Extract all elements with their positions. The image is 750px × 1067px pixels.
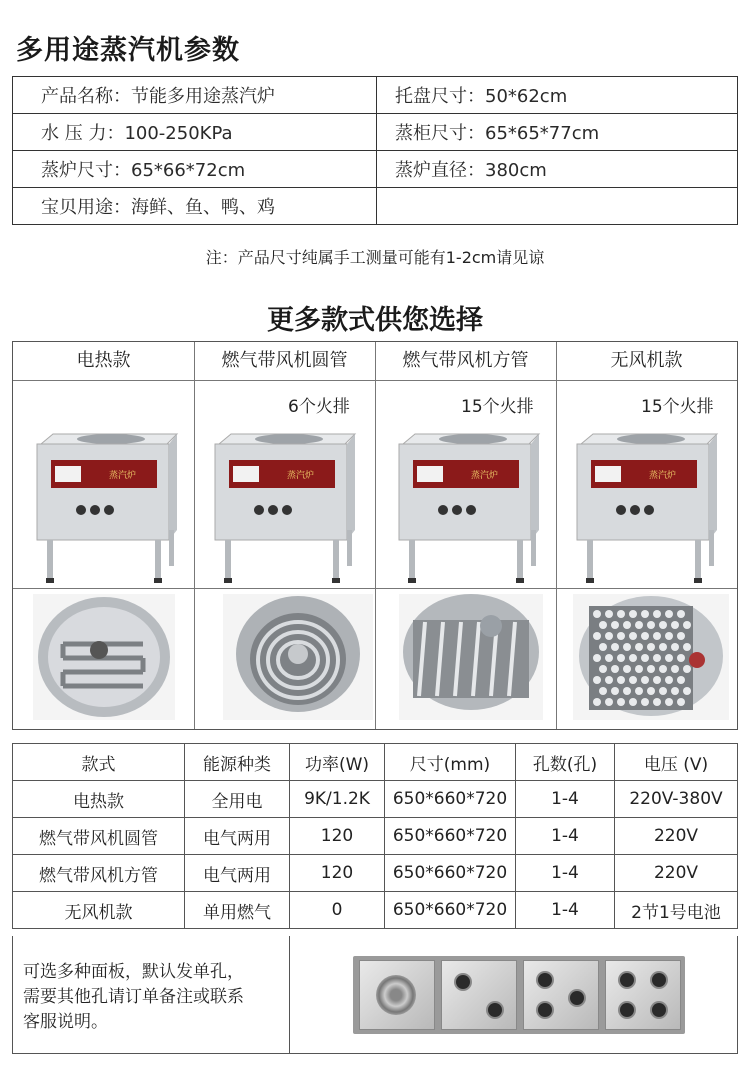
spec-cell: 220V-380V <box>615 781 738 818</box>
interior-image-no-fan <box>573 594 729 720</box>
spec-cell: 120 <box>290 818 385 855</box>
spec-cell: 1-4 <box>516 855 615 892</box>
spec-cell: 全用电 <box>185 781 290 818</box>
spec-cell: 650*660*720 <box>385 855 516 892</box>
param-size: 蒸炉尺寸：65*66*72cm <box>13 151 377 188</box>
spec-cell: 220V <box>615 855 738 892</box>
param-usage: 宝贝用途：海鲜、鱼、鸭、鸡 <box>13 188 377 225</box>
note-text: 注：产品尺寸纯属手工测量可能有1-2cm请见谅 <box>205 248 545 267</box>
spec-header: 尺寸(mm) <box>385 744 516 781</box>
fire-count-no-fan: 15个火排 <box>641 397 714 417</box>
panel-two-holes <box>441 960 517 1030</box>
model-grid <box>12 341 738 730</box>
spec-cell: 电气两用 <box>185 855 290 892</box>
spec-cell: 120 <box>290 855 385 892</box>
spec-cell: 650*660*720 <box>385 892 516 929</box>
param-tray: 托盘尺寸：50*62cm <box>377 77 738 114</box>
fire-count-gas-square: 15个火排 <box>461 397 534 417</box>
spec-table <box>12 743 738 929</box>
spec-header: 功率(W) <box>290 744 385 781</box>
spec-row <box>13 818 738 855</box>
param-empty <box>377 188 738 225</box>
spec-cell: 650*660*720 <box>385 781 516 818</box>
panel-options-line: 可选多种面板，默认发单孔， <box>23 962 244 982</box>
model-name-gas-round: 燃气带风机圆管 <box>221 350 348 371</box>
spec-header: 能源种类 <box>185 744 290 781</box>
spec-cell: 电气两用 <box>185 818 290 855</box>
spec-header: 孔数(孔) <box>516 744 615 781</box>
panel-options-text <box>23 960 244 1035</box>
fire-count-gas-round: 6个火排 <box>288 397 350 417</box>
spec-cell: 电热款 <box>13 781 185 818</box>
spec-cell: 220V <box>615 818 738 855</box>
model-name-no-fan: 无风机款 <box>610 350 683 371</box>
spec-cell: 0 <box>290 892 385 929</box>
param-cabinet: 蒸柜尺寸：65*65*77cm <box>377 114 738 151</box>
interior-image-gas-round <box>223 594 373 720</box>
spec-row <box>13 781 738 818</box>
spec-cell: 1-4 <box>516 892 615 929</box>
params-row <box>13 151 738 188</box>
steamer-image-electric <box>29 426 179 586</box>
spec-header: 款式 <box>13 744 185 781</box>
spec-row <box>13 855 738 892</box>
spec-cell: 9K/1.2K <box>290 781 385 818</box>
spec-header-row <box>13 744 738 781</box>
params-row <box>13 114 738 151</box>
panel-options-line: 需要其他孔请订单备注或联系 <box>23 987 244 1007</box>
interior-image-electric <box>33 594 175 720</box>
model-name-electric: 电热款 <box>76 350 131 371</box>
spec-cell: 无风机款 <box>13 892 185 929</box>
spec-header: 电压 (V) <box>615 744 738 781</box>
param-diameter: 蒸炉直径：380cm <box>377 151 738 188</box>
spec-cell: 燃气带风机方管 <box>13 855 185 892</box>
panel-options-image <box>353 956 685 1034</box>
interior-image-gas-square <box>399 594 543 720</box>
panel-four-holes <box>605 960 681 1030</box>
spec-cell: 1-4 <box>516 781 615 818</box>
spec-cell: 650*660*720 <box>385 818 516 855</box>
panel-single-hole <box>359 960 435 1030</box>
spec-cell: 燃气带风机圆管 <box>13 818 185 855</box>
param-pressure: 水 压 力：100-250KPa <box>13 114 377 151</box>
spec-cell: 单用燃气 <box>185 892 290 929</box>
params-row <box>13 77 738 114</box>
params-row <box>13 188 738 225</box>
steamer-image-gas-round <box>207 426 357 586</box>
panel-three-holes <box>523 960 599 1030</box>
steamer-image-no-fan <box>569 426 719 586</box>
panel-options-line: 客服说明。 <box>23 1012 108 1032</box>
section-title: 更多款式供您选择 <box>267 305 483 336</box>
steamer-image-gas-square <box>391 426 541 586</box>
spec-row <box>13 892 738 929</box>
spec-cell: 2节1号电池 <box>615 892 738 929</box>
spec-cell: 1-4 <box>516 818 615 855</box>
panel-options-box <box>12 936 738 1054</box>
model-name-gas-square: 燃气带风机方管 <box>402 350 529 371</box>
page-title: 多用途蒸汽机参数 <box>16 35 240 66</box>
params-table <box>12 76 738 225</box>
param-name: 产品名称：节能多用途蒸汽炉 <box>13 77 377 114</box>
